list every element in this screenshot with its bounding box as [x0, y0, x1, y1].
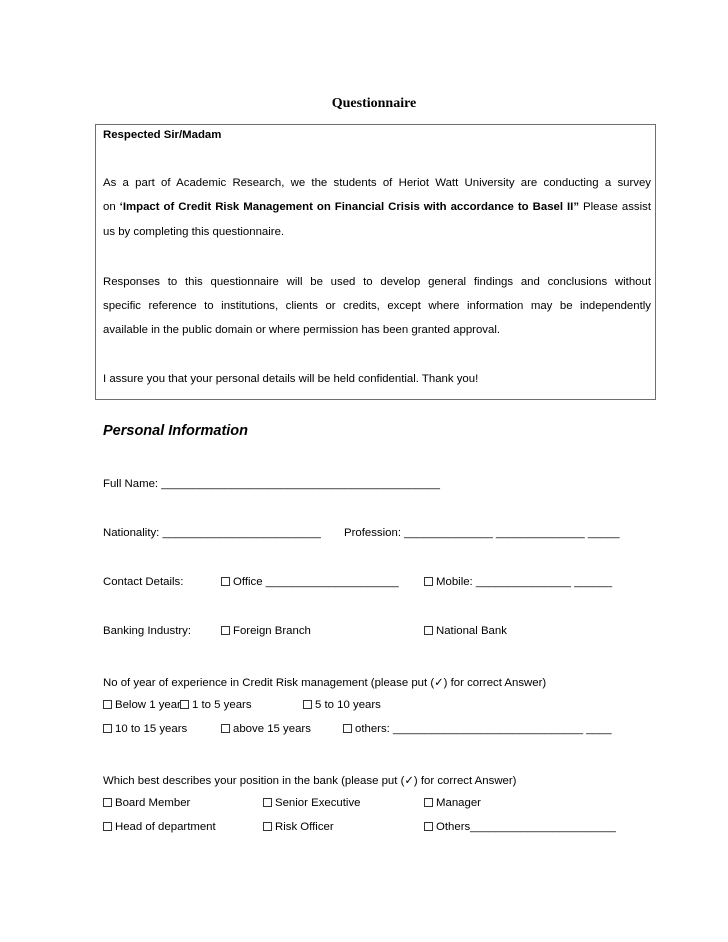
full-name-field[interactable]: Full Name: ____________________________________________	[103, 478, 440, 490]
contact-details-label: Contact Details:	[103, 576, 184, 588]
pos-others-label: Others_______________________	[436, 821, 616, 833]
exp-above15-option[interactable]	[221, 723, 311, 735]
checkbox[interactable]	[303, 700, 312, 709]
intro-para1-line1: As a part of Academic Research, we the students of Heriot Watt University are conducting a survey	[103, 177, 651, 189]
checkbox[interactable]	[263, 798, 272, 807]
checkbox[interactable]	[424, 577, 433, 586]
exp-5to10-option[interactable]	[303, 699, 381, 711]
salutation: Respected Sir/Madam	[103, 129, 222, 141]
exp-10to15-label: 10 to 15 years	[115, 723, 188, 735]
position-question: Which best describes your position in the bank (please put (✓) for correct Answer)	[103, 775, 517, 787]
survey-topic: ‘Impact of Credit Risk Management on Financial Crisis with accordance to Basel II”	[119, 201, 580, 213]
pos-head-option[interactable]	[103, 821, 216, 833]
pos-board-label: Board Member	[115, 797, 191, 809]
checkbox[interactable]	[180, 700, 189, 709]
industry-foreign-option[interactable]	[221, 625, 311, 637]
contact-mobile-label: Mobile: _______________ ______	[436, 576, 613, 588]
intro-para1-tail: Please assist	[579, 201, 651, 213]
contact-office-label: Office _____________________	[233, 576, 399, 588]
pos-risk-label: Risk Officer	[275, 821, 334, 833]
experience-question: No of year of experience in Credit Risk management (please put (✓) for correct Answer)	[103, 677, 547, 689]
checkbox[interactable]	[424, 798, 433, 807]
intro-para2-line1: Responses to this questionnaire will be used to develop general findings and conclusions without	[103, 276, 651, 288]
exp-others-label: others: ______________________________ ____	[355, 723, 612, 735]
checkbox[interactable]	[103, 724, 112, 733]
industry-national-label: National Bank	[436, 625, 507, 637]
pos-board-option[interactable]	[103, 797, 190, 809]
intro-para2-line3: available in the public domain or where permission has been granted approval.	[103, 324, 501, 336]
exp-5to10-label: 5 to 10 years	[315, 699, 381, 711]
intro-box	[95, 124, 656, 400]
checkbox[interactable]	[103, 822, 112, 831]
exp-below1-label: Below 1 year	[115, 699, 181, 711]
checkbox[interactable]	[103, 700, 112, 709]
nationality-field[interactable]: Nationality: _________________________	[103, 527, 321, 539]
banking-industry-label: Banking Industry:	[103, 625, 192, 637]
pos-manager-label: Manager	[436, 797, 481, 809]
checkbox[interactable]	[221, 577, 230, 586]
profession-field[interactable]: Profession: ______________ ______________ _____	[344, 527, 620, 539]
pos-senior-option[interactable]	[263, 797, 360, 809]
intro-para1-line2	[103, 201, 651, 213]
checkbox[interactable]	[221, 724, 230, 733]
exp-above15-label: above 15 years	[233, 723, 311, 735]
intro-para3: I assure you that your personal details will be held confidential. Thank you!	[103, 373, 479, 385]
pos-senior-label: Senior Executive	[275, 797, 361, 809]
page-title: Questionnaire	[331, 96, 417, 111]
intro-para1-line3: us by completing this questionnaire.	[103, 226, 285, 238]
exp-others-option[interactable]	[343, 723, 612, 735]
pos-head-label: Head of department	[115, 821, 216, 833]
contact-mobile-option[interactable]	[424, 576, 612, 588]
pos-risk-option[interactable]	[263, 821, 334, 833]
intro-para1-on: on	[103, 201, 120, 213]
industry-national-option[interactable]	[424, 625, 507, 637]
checkbox[interactable]	[424, 626, 433, 635]
exp-below1-option[interactable]	[103, 699, 181, 711]
exp-1to5-option[interactable]	[180, 699, 252, 711]
exp-10to15-option[interactable]	[103, 723, 187, 735]
pos-manager-option[interactable]	[424, 797, 481, 809]
pos-others-option[interactable]	[424, 821, 616, 833]
contact-office-option[interactable]	[221, 576, 399, 588]
checkbox[interactable]	[221, 626, 230, 635]
checkbox[interactable]	[343, 724, 352, 733]
industry-foreign-label: Foreign Branch	[233, 625, 311, 637]
checkbox[interactable]	[263, 822, 272, 831]
section-heading-personal: Personal Information	[103, 423, 249, 439]
checkbox[interactable]	[103, 798, 112, 807]
intro-para2-line2: specific reference to institutions, clients or credits, except where information may be independently	[103, 300, 651, 312]
checkbox[interactable]	[424, 822, 433, 831]
exp-1to5-label: 1 to 5 years	[192, 699, 252, 711]
